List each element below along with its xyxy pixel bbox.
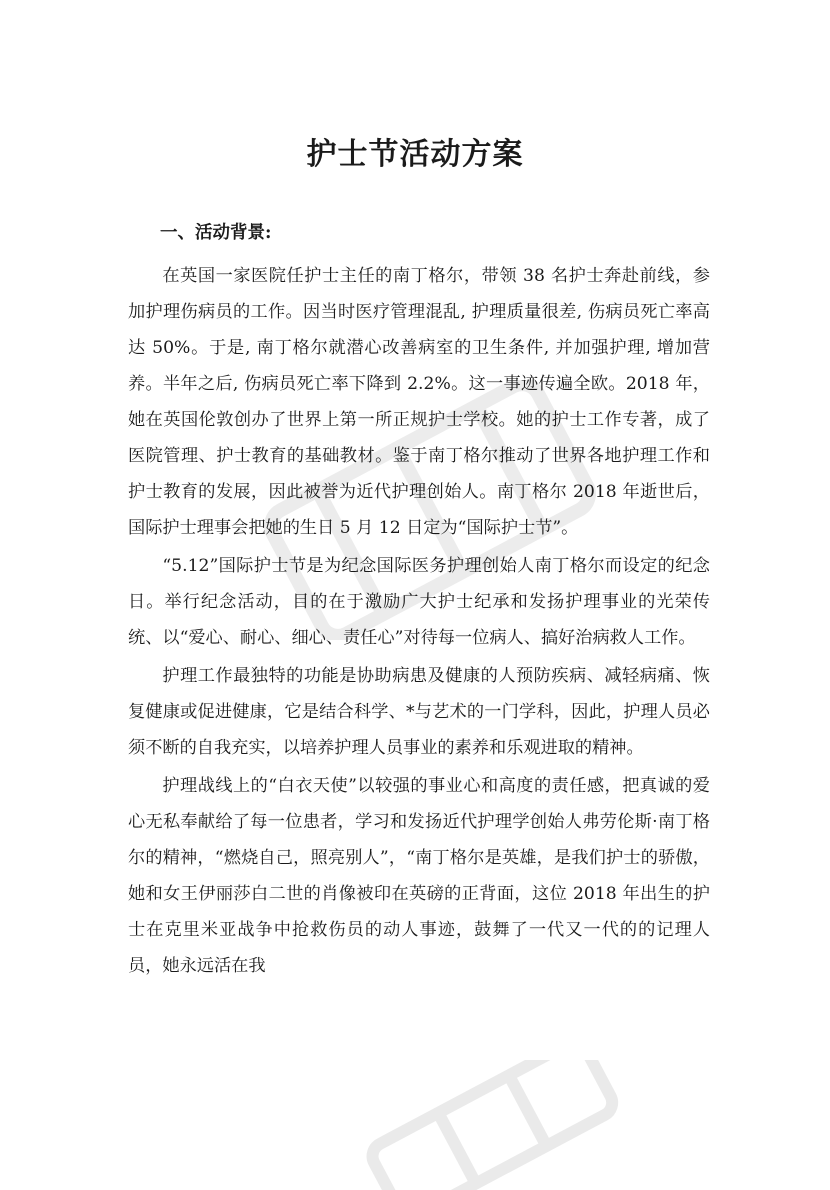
paragraph: 护理工作最独特的功能是协助病患及健康的人预防疾病、减轻病痛、恢复健康或促进健康，它是结合科学、*与艺术的一门学科，因此，护理人员必须不断的自我充实，以培养护理人员事业的素养和乐观进取的精神。 bbox=[128, 666, 710, 758]
paragraph: 护理战线上的“白衣天使”以较强的事业心和高度的责任感，把真诚的爱心无私奉献给了每一位患者，学习和发扬近代护理学创始人弗劳伦斯·南丁格尔的精神，“燃烧自己，照亮别人”，“南丁格尔是英雄，是我们护士的骄傲，她和女王伊丽莎白二世的肖像被印在英磅的正背面，这位 2018 年出生的护士在克里米亚战争中抢救伤员的动人事迹，鼓舞了一代又一代的的记理人员，她永远活在我 bbox=[128, 776, 710, 976]
paragraph: “5.12”国际护士节是为纪念国际医务护理创始人南丁格尔而设定的纪念日。举行纪念活动，目的在于激励广大护士纪承和发扬护理事业的光荣传统、以“爱心、耐心、细心、责任心”对待每一位病人、搞好治病救人工作。 bbox=[128, 556, 710, 648]
paragraph: 在英国一家医院任护士主任的南丁格尔，带领 38 名护士奔赴前线，参加护理伤病员的工作。因当时医疗管理混乱, 护理质量很差, 伤病员死亡率高达 50%。于是, 南丁格尔就潜心改善病室的卫生条件, 并加强护理, 增加营养。半年之后, 伤病员死亡率下降到 2.2%。这一事迹传遍全欧。2018 年，她在英国伦敦创办了世界上第一所正规护士学校。她的护士工作专著，成了医院管理、护士教育的基础教材。鉴于南丁格尔推动了世界各地护理工作和护士教育的发展，因此被誉为近代护理创始人。南丁格尔 2018 年逝世后，国际护士理事会把她的生日 5 月 12 日定为“国际护士节”。 bbox=[128, 266, 710, 538]
section-heading: 一、活动背景: bbox=[160, 223, 272, 243]
document-body bbox=[128, 258, 710, 984]
watermark-mark bbox=[340, 1060, 640, 1190]
page-title: 护士节活动方案 bbox=[306, 137, 524, 173]
